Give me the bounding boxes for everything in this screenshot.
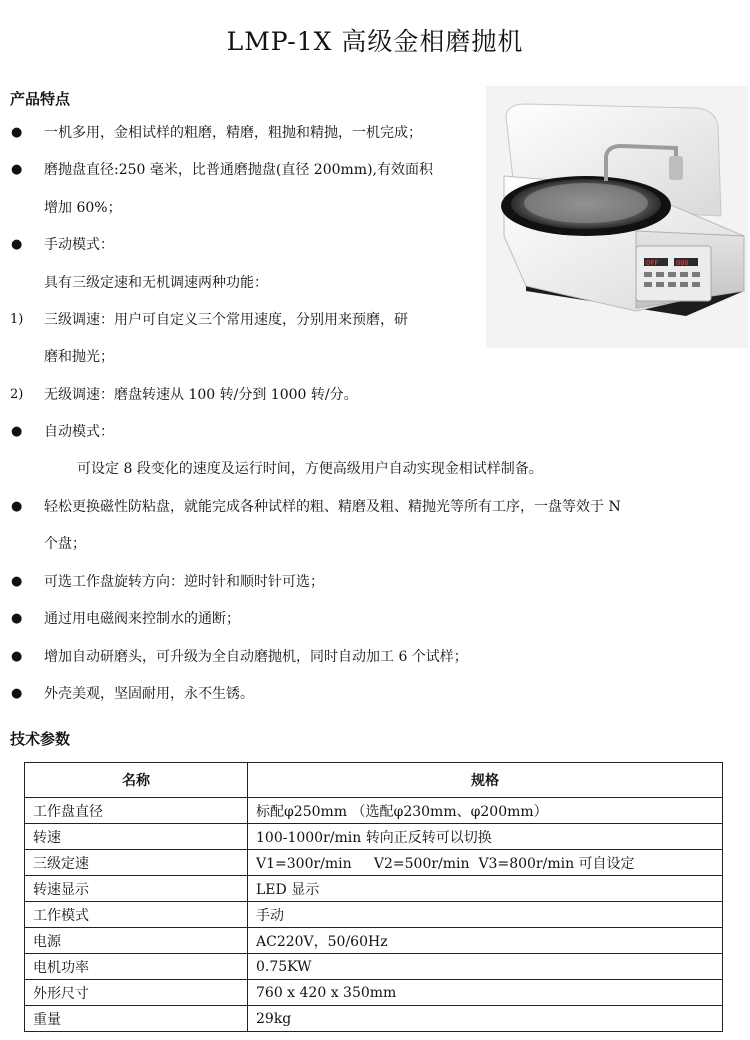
list-number: 1) [10, 312, 24, 327]
param-value: 标配φ250mm （选配φ230mm、φ200mm） [248, 798, 723, 824]
features-heading: 产品特点 [10, 90, 71, 108]
param-name: 电机功率 [25, 954, 248, 980]
feature-line: 无级调速：磨盘转速从 100 转/分到 1000 转/分。 [44, 387, 358, 403]
product-image [486, 86, 748, 348]
table-row [25, 928, 723, 954]
param-value: LED 显示 [248, 876, 723, 902]
table-header-row [25, 763, 723, 798]
feature-line: 轻松更换磁性防粘盘，就能完成各种试样的粗、精磨及粗、精抛光等所有工序，一盘等效于 N [44, 499, 621, 515]
param-value: 0.75KW [248, 954, 723, 980]
spec-heading: 技术参数 [10, 730, 71, 748]
list-number: 2) [10, 387, 24, 402]
feature-line: 手动模式： [44, 237, 114, 253]
bullet-icon: ● [11, 649, 23, 664]
param-value: V1=300r/min V2=500r/min V3=800r/min 可自设定 [248, 850, 723, 876]
feature-line: 通过用电磁阀来控制水的通断； [44, 611, 240, 627]
bullet-icon: ● [11, 611, 23, 626]
bullet-icon: ● [11, 125, 23, 140]
feature-line: 磨抛盘直径:250 毫米，比普通磨抛盘(直径 200mm),有效面积 [44, 162, 433, 178]
param-value: 手动 [248, 902, 723, 928]
param-name: 工作模式 [25, 902, 248, 928]
feature-line: 外壳美观，坚固耐用，永不生锈。 [44, 686, 254, 702]
bullet-icon: ● [11, 237, 23, 252]
table-row [25, 954, 723, 980]
bullet-icon: ● [11, 424, 23, 439]
param-name: 重量 [25, 1006, 248, 1032]
table-row [25, 824, 723, 850]
bullet-icon: ● [11, 162, 23, 177]
table-row [25, 850, 723, 876]
led-display-right: 000 [676, 259, 689, 267]
table-row [25, 980, 723, 1006]
param-value: AC220V，50/60Hz [248, 928, 723, 954]
col-header-spec: 规格 [248, 763, 723, 798]
param-value: 29kg [248, 1006, 723, 1032]
bullet-icon: ● [11, 499, 23, 514]
feature-line: 磨和抛光； [44, 349, 114, 365]
param-name: 工作盘直径 [25, 798, 248, 824]
table-row [25, 876, 723, 902]
feature-line: 个盘； [44, 536, 86, 552]
col-header-name: 名称 [25, 763, 248, 798]
led-display-left: OFF [646, 259, 659, 267]
bullet-icon: ● [11, 574, 23, 589]
param-name: 三级定速 [25, 850, 248, 876]
table-row [25, 902, 723, 928]
bullet-icon: ● [11, 686, 23, 701]
feature-line: 可选工作盘旋转方向：逆时针和顺时针可选； [44, 574, 324, 590]
feature-line: 具有三级定速和无机调速两种功能： [44, 275, 268, 291]
param-name: 外形尺寸 [25, 980, 248, 1006]
param-value: 760 x 420 x 350mm [248, 980, 723, 1006]
feature-line: 增加自动研磨头，可升级为全自动磨抛机，同时自动加工 6 个试样； [44, 649, 468, 665]
feature-line: 增加 60%； [44, 200, 122, 216]
page-title: LMP-1X 高级金相磨抛机 [226, 27, 524, 56]
feature-line: 可设定 8 段变化的速度及运行时间，方便高级用户自动实现金相试样制备。 [77, 461, 543, 477]
table-row [25, 1006, 723, 1032]
param-name: 转速显示 [25, 876, 248, 902]
feature-line: 自动模式： [44, 424, 114, 440]
param-value: 100-1000r/min 转向正反转可以切换 [248, 824, 723, 850]
feature-line: 一机多用，金相试样的粗磨，精磨，粗抛和精抛，一机完成； [44, 125, 422, 141]
table-row [25, 798, 723, 824]
feature-line: 三级调速：用户可自定义三个常用速度，分别用来预磨，研 [44, 312, 408, 328]
spec-table [24, 762, 723, 1032]
param-name: 转速 [25, 824, 248, 850]
param-name: 电源 [25, 928, 248, 954]
